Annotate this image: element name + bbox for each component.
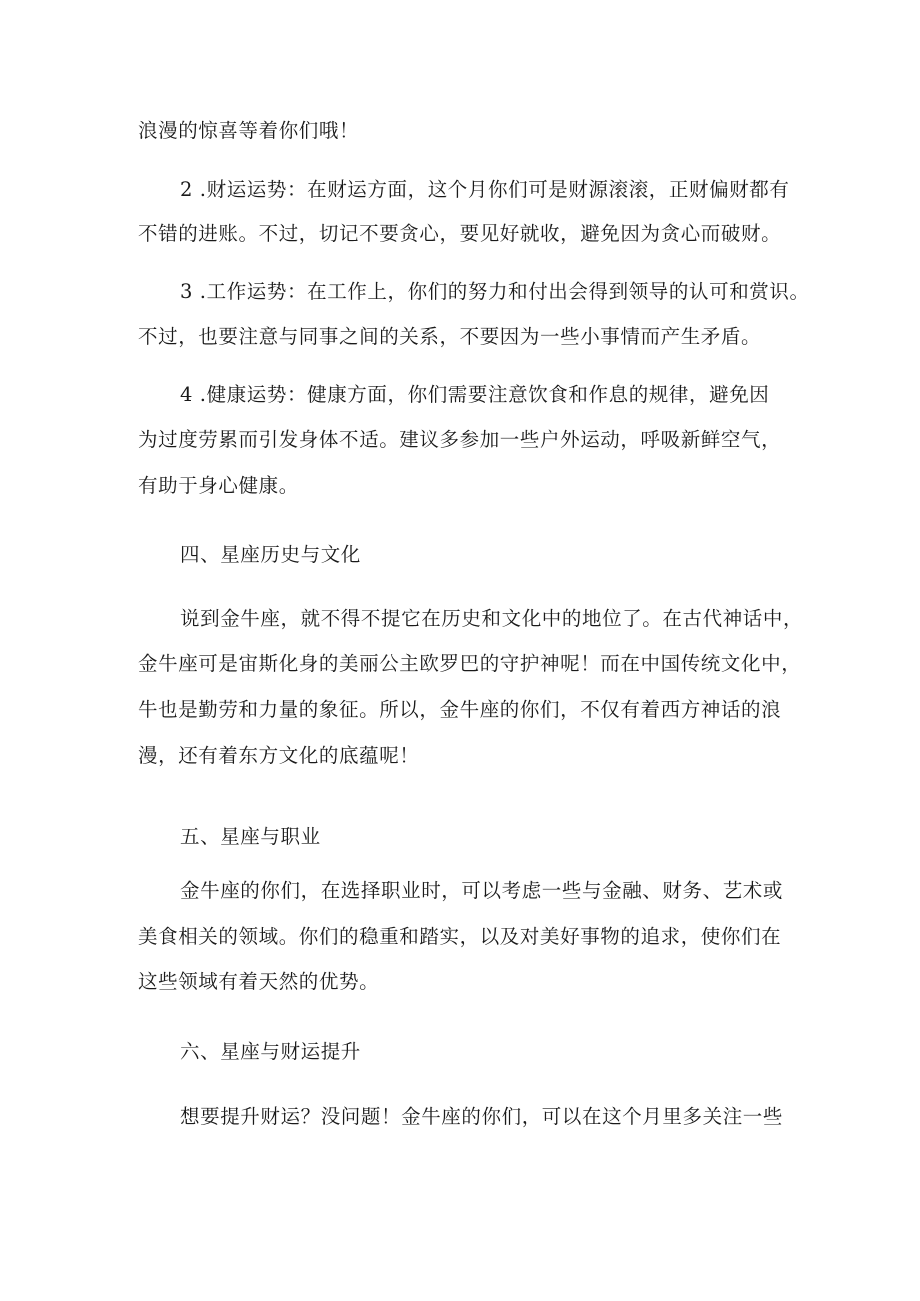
paragraph-line: 这些领域有着天然的优势。: [138, 970, 380, 993]
paragraph-line: 想要提升财运？没问题！金牛座的你们，可以在这个月里多关注一些: [180, 1105, 784, 1128]
paragraph-line: 浪漫的惊喜等着你们哦！: [138, 119, 360, 142]
section-heading: 五、星座与职业: [180, 825, 321, 848]
section-heading: 六、星座与财运提升: [180, 1040, 361, 1063]
section-heading: 四、星座历史与文化: [180, 543, 361, 566]
paragraph-line: 不过，也要注意与同事之间的关系，不要因为一些小事情而产生矛盾。: [138, 325, 762, 348]
paragraph-line: 不错的进账。不过，切记不要贪心，要见好就收，避免因为贪心而破财。: [138, 222, 782, 245]
paragraph-line: 说到金牛座，就不得不提它在历史和文化中的地位了。在古代神话中，: [180, 607, 804, 630]
paragraph-line: 金牛座的你们，在选择职业时，可以考虑一些与金融、财务、艺术或: [180, 879, 784, 902]
paragraph-line: 牛也是勤劳和力量的象征。所以，金牛座的你们，不仅有着西方神话的浪: [138, 698, 782, 721]
paragraph-line: 2 .财运运势：在财运方面，这个月你们可是财源滚滚，正财偏财都有: [180, 178, 790, 201]
paragraph-line: 美食相关的领域。你们的稳重和踏实，以及对美好事物的追求，使你们在: [138, 925, 782, 948]
paragraph-line: 3 .工作运势：在工作上，你们的努力和付出会得到领导的认可和赏识。: [180, 280, 810, 303]
paragraph-line: 漫，还有着东方文化的底蕴呢！: [138, 744, 420, 767]
paragraph-line: 金牛座可是宙斯化身的美丽公主欧罗巴的守护神呢！而在中国传统文化中，: [138, 652, 802, 675]
paragraph-line: 有助于身心健康。: [138, 474, 299, 497]
paragraph-line: 为过度劳累而引发身体不适。建议多参加一些户外运动，呼吸新鲜空气，: [138, 428, 782, 451]
paragraph-line: 4 .健康运势：健康方面，你们需要注意饮食和作息的规律，避免因: [180, 383, 770, 406]
